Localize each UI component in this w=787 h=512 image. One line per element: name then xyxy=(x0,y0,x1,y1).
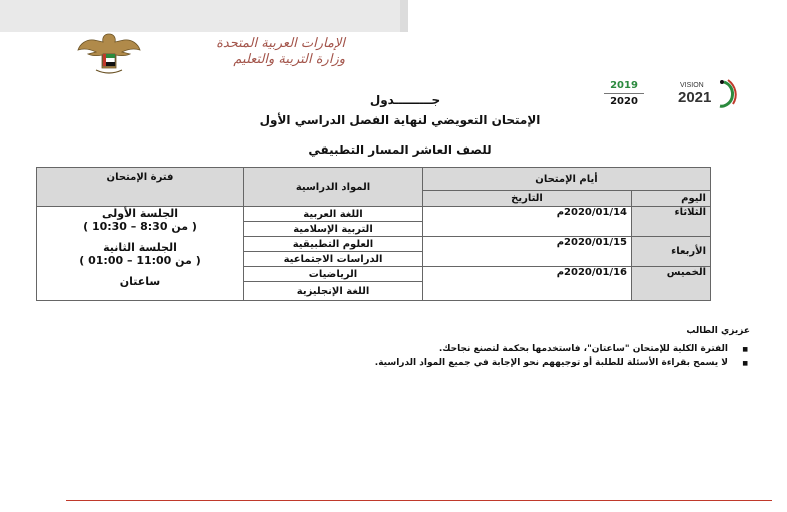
header-day: اليوم xyxy=(632,191,711,207)
header-subjects: المواد الدراسية xyxy=(244,168,423,207)
ministry-name xyxy=(150,36,345,68)
uae-falcon-emblem-icon xyxy=(74,30,144,78)
student-notes xyxy=(240,326,750,370)
svg-text:VISION: VISION xyxy=(680,82,704,89)
schedule-title: جـــــــــدول xyxy=(369,93,441,107)
table-header-row xyxy=(37,168,711,191)
row-date: 2020/01/16م xyxy=(423,267,632,301)
ministry-line-1: الإمارات العربية المتحدة xyxy=(216,36,345,51)
row-subject: اللغة الإنجليزية xyxy=(244,282,423,301)
note-item: ■ لا يسمح بقراءة الأسئلة للطلبة أو توجيههم نحو الإجابة في جميع المواد الدراسية. xyxy=(240,356,728,370)
row-subject: العلوم التطبيقية xyxy=(244,237,423,252)
row-subject: الدراسات الاجتماعية xyxy=(244,252,423,267)
year-top: 2019 xyxy=(604,80,644,94)
exam-schedule-table xyxy=(36,167,711,301)
session-1-label: الجلسة الأولى xyxy=(101,207,179,220)
header-gray-edge xyxy=(400,0,408,32)
row-day: الأربعاء xyxy=(632,237,711,267)
notes-lead: عزيزي الطالب xyxy=(686,326,750,336)
exam-title: الإمتحان التعويضي لنهاية الفصل الدراسي الأول xyxy=(259,113,541,127)
row-day: الخميس xyxy=(632,267,711,301)
row-subject: الرياضيات xyxy=(244,267,423,282)
grade-title: للصف العاشر المسار التطبيقي xyxy=(308,143,492,157)
year-bottom: 2020 xyxy=(610,96,638,107)
svg-text:2021: 2021 xyxy=(678,89,712,106)
header-gray-strip xyxy=(0,0,400,32)
row-day: الثلاثاء xyxy=(632,207,711,237)
session-1-time: ( من 8:30 – 10:30 ) xyxy=(83,220,197,233)
session-2-label: الجلسة الثانية xyxy=(103,241,177,254)
notes-list xyxy=(240,342,750,370)
footer-divider xyxy=(66,500,772,501)
exam-period-cell xyxy=(37,207,244,301)
academic-year xyxy=(604,80,644,107)
header-date: التاريخ xyxy=(423,191,632,207)
header-exam-period: فترة الإمتحان xyxy=(37,168,244,207)
vision-2021-logo xyxy=(678,76,740,110)
row-date: 2020/01/14م xyxy=(423,207,632,237)
row-date: 2020/01/15م xyxy=(423,237,632,267)
note-item: ■ الفترة الكلية للإمتحان "ساعتان"، فاستخدمها بحكمة لتصنع نجاحك. xyxy=(240,342,728,356)
header-exam-days: أيام الإمتحان xyxy=(423,168,711,191)
row-subject: اللغة العربية xyxy=(244,207,423,222)
table-row xyxy=(37,207,711,222)
row-subject: التربية الإسلامية xyxy=(244,222,423,237)
ministry-line-2: وزارة التربية والتعليم xyxy=(233,52,345,67)
exam-duration: ساعتان xyxy=(119,275,161,288)
session-2-time: ( من 11:00 – 01:00 ) xyxy=(79,254,201,267)
